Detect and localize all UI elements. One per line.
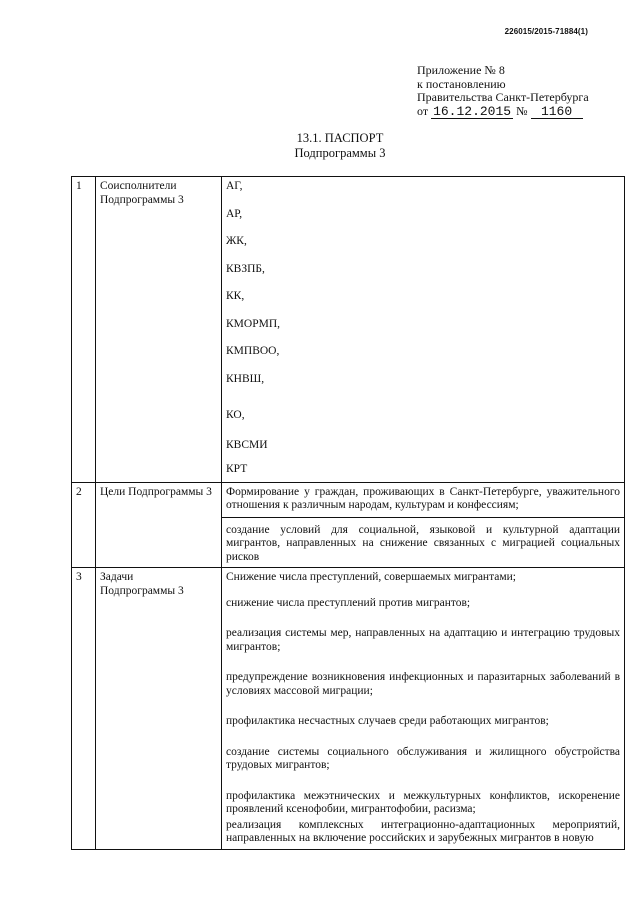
list-item: ЖК, [226, 235, 247, 247]
appendix-reference: к постановлению [417, 76, 506, 91]
task-item: снижение числа преступлений против мигрантов; [226, 596, 471, 609]
row-label-co-executors: Соисполнители Подпрограммы 3 [96, 177, 222, 483]
title-subprogram: Подпрограммы 3 [294, 146, 386, 160]
from-label: от [417, 103, 429, 118]
task-item: профилактика несчастных случаев среди работающих мигрантов; [226, 715, 549, 727]
resolution-number: 1160 [531, 106, 583, 119]
list-item: КМПВОО, [226, 345, 280, 357]
tasks-label-line1: Задачи [100, 571, 134, 583]
table-row [72, 482, 625, 568]
goal-item: создание условий для социальной, языковой и культурной адаптации мигрантов, направленных на снижение связанных с миграцией социальных рисков [226, 523, 620, 563]
list-item: КМОРМП, [226, 317, 281, 330]
task-item: предупреждение возникновения инфекционных и паразитарных заболеваний в условиях массовой миграции; [226, 671, 620, 697]
task-item: Снижение числа преступлений, совершаемых мигрантами; [226, 571, 516, 583]
task-item: создание системы социального обслуживания и жилищного обустройства трудовых мигрантов; [226, 745, 620, 771]
appendix-header [417, 64, 607, 119]
list-item: КРТ [226, 462, 248, 475]
list-item: КК, [226, 290, 245, 302]
row-number: 3 [72, 568, 96, 850]
goal-item: Формирование у граждан, проживающих в Санкт-Петербурге, уважительного отношения к различным народам, культурам и конфессиям; [226, 485, 620, 511]
row-number: 1 [72, 177, 96, 483]
passport-table [71, 176, 625, 850]
table-row [72, 177, 625, 483]
list-item: АГ, [226, 180, 243, 192]
row-label-goals: Цели Подпрограммы 3 [96, 482, 222, 568]
list-item: КНВШ, [226, 372, 265, 385]
tasks-label-line2: Подпрограммы 3 [100, 584, 184, 597]
co-executors-list [222, 177, 625, 483]
task-item: профилактика межэтнических и межкультурных конфликтов, искоренение проявлений ксенофобии, мигрантофобии, расизма; [226, 789, 620, 815]
resolution-date: 16.12.2015 [433, 103, 512, 119]
goal-divider [222, 517, 624, 518]
appendix-authority: Правительства Санкт-Петербурга [417, 90, 589, 104]
tasks-content [222, 568, 625, 850]
table-row [72, 568, 625, 850]
title-passport: 13.1. ПАСПОРТ [296, 131, 384, 145]
task-item: реализация комплексных интеграционно-адаптационных мероприятий, направленных на включение российских и зарубежных мигрантов в новую [226, 818, 620, 844]
appendix-date-line [417, 105, 607, 119]
document-id: 226015/2015-71884(1) [504, 27, 588, 36]
appendix-number: Приложение № 8 [417, 63, 505, 77]
page-title [0, 131, 640, 161]
list-item: КВСМИ [226, 438, 268, 451]
row-label-tasks [96, 568, 222, 850]
task-item: реализация системы мер, направленных на адаптацию и интеграцию трудовых мигрантов; [226, 627, 620, 653]
row-number: 2 [72, 482, 96, 568]
number-label: № [516, 103, 528, 118]
list-item: КО, [226, 408, 245, 421]
list-item: КВЗПБ, [226, 262, 265, 275]
list-item: АР, [226, 207, 243, 220]
goals-content [222, 482, 625, 568]
